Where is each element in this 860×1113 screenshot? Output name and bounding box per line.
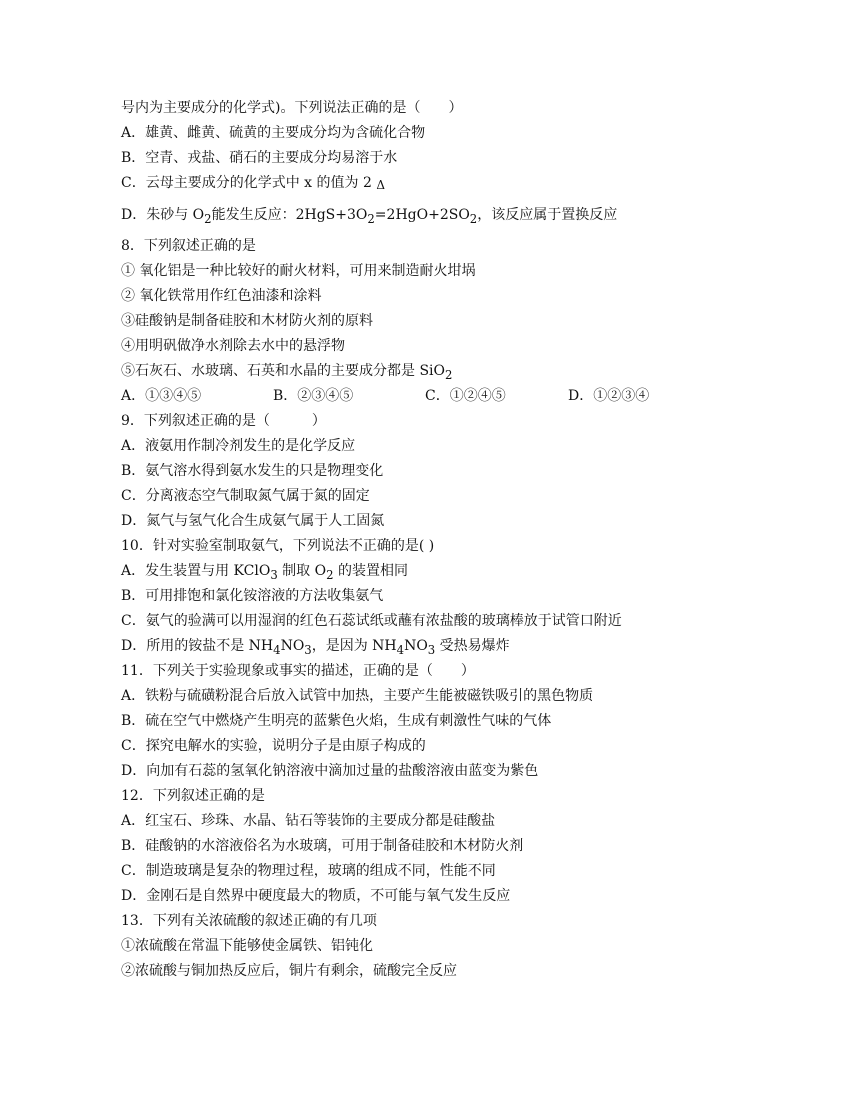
q12-option-a: A．红宝石、珍珠、水晶、钻石等装饰的主要成分都是硅酸盐 — [121, 813, 496, 829]
q12-option-b: B．硅酸钠的水溶液俗名为水玻璃，可用于制备硅胶和木材防火剂 — [121, 838, 524, 854]
q8-option-a: A．①③④⑤ — [121, 388, 202, 404]
q9-option-d: D．氮气与氢气化合生成氨气属于人工固氮 — [121, 513, 385, 529]
q7-option-c: C．云母主要成分的化学式中 x 的值为 2 — [121, 175, 372, 191]
q8-options — [121, 384, 741, 409]
q13-statement-1: ①浓硫酸在常温下能够使金属铁、铝钝化 — [121, 938, 373, 954]
q9-stem: 9．下列叙述正确的是（ ） — [121, 413, 326, 429]
q12-stem: 12．下列叙述正确的是 — [121, 788, 265, 804]
q9-option-c: C．分离液态空气制取氮气属于氮的固定 — [121, 488, 370, 504]
q8-stem: 8．下列叙述正确的是 — [121, 238, 256, 254]
heat-symbol: Δ — [376, 178, 385, 192]
q8-statement-3: ③硅酸钠是制备硅胶和木材防火剂的原料 — [121, 313, 373, 329]
q8-option-c: C．①②④⑤ — [425, 388, 506, 404]
q8-statement-2: ② 氧化铁常用作红色油漆和涂料 — [121, 288, 322, 304]
q11-option-b: B．硫在空气中燃烧产生明亮的蓝紫色火焰，生成有刺激性气味的气体 — [121, 713, 552, 729]
q8-statement-5: ⑤石灰石、水玻璃、石英和水晶的主要成分都是 SiO$_2$ — [121, 363, 453, 382]
q13-stem: 13．下列有关浓硫酸的叙述正确的有几项 — [121, 913, 377, 929]
q10-option-d: D．所用的铵盐不是 $NH_4NO_3$，是因为 $NH_4NO_3$ 受热易爆炸 — [121, 638, 510, 657]
q7-option-b: B．空青、戎盐、硝石的主要成分均易溶于水 — [121, 150, 398, 166]
q11-option-c: C．探究电解水的实验，说明分子是由原子构成的 — [121, 738, 426, 754]
q8-statement-4: ④用明矾做净水剂除去水中的悬浮物 — [121, 338, 345, 354]
question-list — [121, 96, 741, 984]
q7-stem: 号内为主要成分的化学式)。下列说法正确的是（ ） — [121, 100, 463, 116]
q8-option-b: B．②③④⑤ — [273, 388, 354, 404]
q11-option-d: D．向加有石蕊的氢氧化钠溶液中滴加过量的盐酸溶液由蓝变为紫色 — [121, 763, 539, 779]
q13-statement-2: ②浓硫酸与铜加热反应后，铜片有剩余，硫酸完全反应 — [121, 963, 457, 979]
q9-option-a: A．液氨用作制冷剂发生的是化学反应 — [121, 438, 356, 454]
q8-statement-1: ① 氧化铝是一种比较好的耐火材料，可用来制造耐火坩埚 — [121, 263, 476, 279]
q10-option-a: A．发生装置与用 KClO$_3$ 制取 $O_2$ 的装置相同 — [121, 563, 408, 582]
q7-option-d: D．朱砂与 $O_2$能发生反应：$2HgS+3O_2$ Δ $=2HgO+2SO_2$，该反应属于置换反应 — [121, 196, 741, 228]
reaction-condition-arrow: Δ = — [374, 178, 387, 223]
q12-option-c: C．制造玻璃是复杂的物理过程，玻璃的组成不同，性能不同 — [121, 863, 496, 879]
q9-option-b: B．氨气溶水得到氨水发生的只是物理变化 — [121, 463, 384, 479]
q8-option-d: D．①②③④ — [568, 388, 650, 404]
q11-option-a: A．铁粉与硫磺粉混合后放入试管中加热，主要产生能被磁铁吸引的黑色物质 — [121, 688, 594, 704]
q7-option-a: A．雄黄、雌黄、硫黄的主要成分均为含硫化合物 — [121, 125, 426, 141]
q11-stem: 11．下列关于实验现象或事实的描述，正确的是（ ） — [121, 663, 475, 679]
q10-stem: 10．针对实验室制取氨气，下列说法不正确的是( ) — [121, 538, 435, 554]
q10-option-c: C．氨气的验满可以用湿润的红色石蕊试纸或蘸有浓盐酸的玻璃棒放于试管口附近 — [121, 613, 622, 629]
q10-option-b: B．可用排饱和氯化铵溶液的方法收集氨气 — [121, 588, 384, 604]
q12-option-d: D．金刚石是自然界中硬度最大的物质，不可能与氧气发生反应 — [121, 888, 511, 904]
